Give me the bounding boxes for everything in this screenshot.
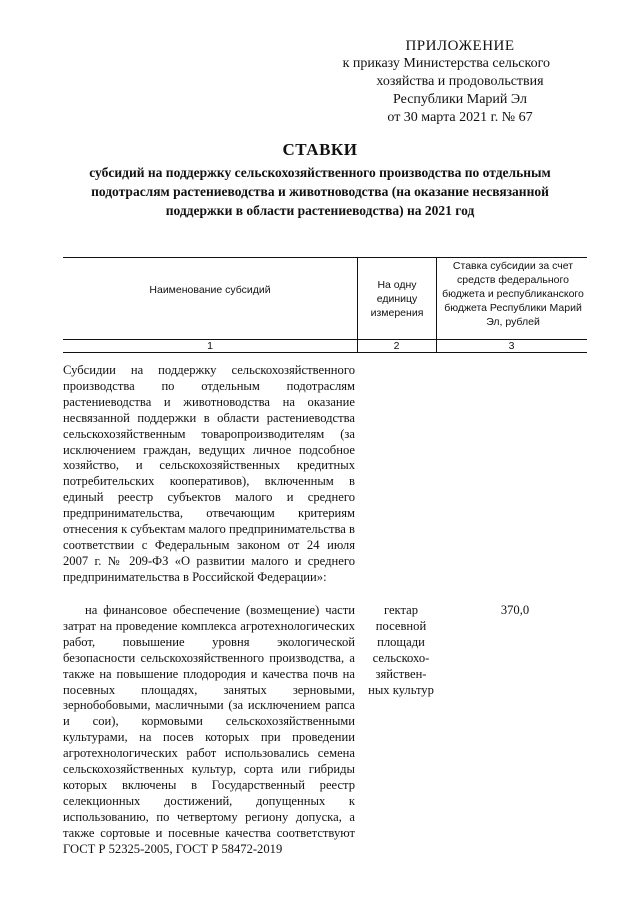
appendix-line-1: к приказу Министерства сельского [342,56,550,71]
row-rate: 370,0 [500,603,530,617]
appendix-block [300,37,590,127]
row-unit: гектар посевной площади сельскохо-зяйствен-ных культур [368,603,434,697]
document-subtitle: субсидий на поддержку сельскохозяйственного производства по отдельным подотраслям растениеводства и животноводства (на оказание несвязанной поддержки в области растениеводства) на 2021 год [89,165,551,218]
appendix-line-4: от 30 марта 2021 г. № 67 [387,110,533,125]
table-top-border [63,257,587,258]
document-title: СТАВКИ [282,140,358,159]
appendix-title: ПРИЛОЖЕНИЕ [405,38,515,54]
col-number-1: 1 [207,340,213,352]
appendix-line-3: Республики Марий Эл [393,92,527,107]
table-divider-2 [436,257,437,352]
header-unit: На одну единицу измерения [370,279,424,319]
section-text: Субсидии на поддержку сельскохозяйственного производства по отдельным подотраслям растениеводства и животноводства на оказание несвязанной поддержки в области растениеводства сельскохозяйственным товаропроизводителям (за исключением граждан, ведущих личное подсобное хозяйство, и сельскохозяйственных кредитных потребительских кооперативов), включенным в единый реестр субъектов малого и среднего предпринимательства, отвечающим критериям отнесения к субъектам малого предпринимательства в соответствии с Федеральным законом от 24 июля 2007 г. № 209-ФЗ «О развитии малого и среднего предпринимательства в Российской Федерации»: [63,363,355,584]
col-number-2: 2 [393,340,400,352]
header-rate: Ставка субсидии за счет средств федерального бюджета и республиканского бюджета Республики Марий Эл, рублей [442,260,584,328]
table-divider-1 [357,257,358,352]
header-name: Наименование субсидий [149,284,271,296]
col-number-3: 3 [508,340,515,352]
row-name: на финансовое обеспечение (возмещение) части затрат на проведение комплекса агротехнологических работ, повышение уровня экологической безопасности сельскохозяйственного производства, а также на повышение плодородия и качества почв на посевных площадях, занятых зерновыми, зернобобовыми, масличными (за исключением рапса и сои), кормовыми сельскохозяйственными культурами, на посев которых при проведении агротехнологических работ использовались семена сельскохозяйственных культур, сорта или гибриды которых включены в Государственный реестр селекционных достижений, допущенных к использованию, по четвертому региону допуска, а также сортовые и посевные качества соответствуют ГОСТ Р 52325-2005, ГОСТ Р 58472-2019 [63,603,355,856]
appendix-line-2: хозяйства и продовольствия [376,74,544,89]
table-number-rule [63,352,587,353]
